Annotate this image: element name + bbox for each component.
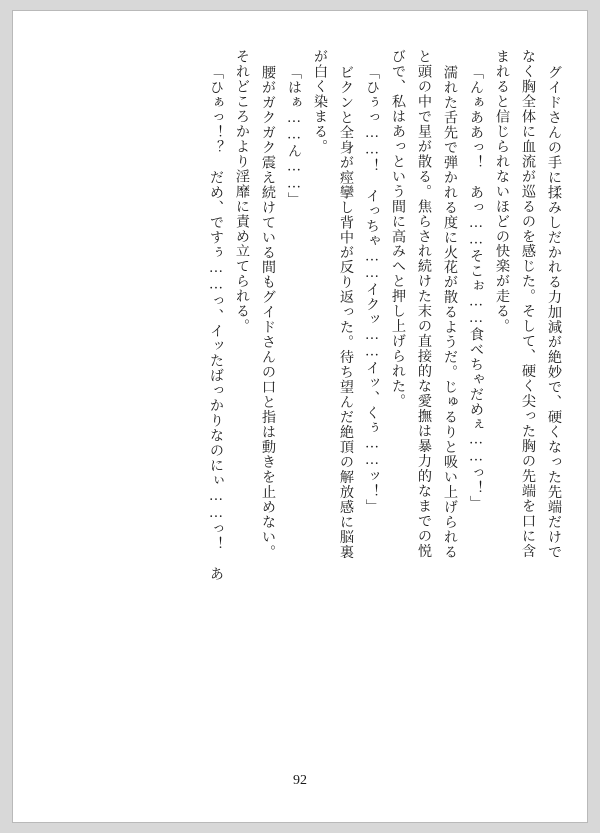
text-column: びで、私はあっという間に高みへと押し上げられた。 (390, 49, 406, 409)
text-column: 「ひぁっ！？ だめ、ですぅ……っ、イッたばっかりなのにぃ……っ！ あ (208, 65, 224, 582)
text-column: それどころかより淫靡に責め立てられる。 (234, 49, 250, 334)
text-column: が白く染まる。 (312, 49, 328, 154)
page-number: 92 (293, 773, 307, 788)
text-column: なく胸全体に血流が巡るのを感じた。そして、硬く尖った胸の先端を口に含 (520, 49, 536, 559)
text-column: グイドさんの手に揉みしだかれる力加減が絶妙で、硬くなった先端だけで (546, 65, 562, 560)
text-column: 「んぁああっ！ あっ……そこぉ……食べちゃだめぇ……っ！」 (468, 65, 484, 511)
text-column: と頭の中で星が散る。焦らされ続けた末の直接的な愛撫は暴力的なまでの悦 (416, 49, 432, 559)
text-column: ビクンと全身が痙攣し背中が反り返った。待ち望んだ絶頂の解放感に脳裏 (338, 65, 354, 560)
text-column: 腰がガクガク震え続けている間もグイドさんの口と指は動きを止めない。 (260, 65, 276, 560)
text-column: 濡れた舌先で弾かれる度に火花が散るようだ。じゅるりと吸い上げられる (442, 65, 458, 560)
text-column: まれると信じられないほどの快楽が走る。 (494, 49, 510, 334)
vertical-text-body (41, 49, 561, 739)
document-page (12, 10, 588, 823)
text-column: 「ひぅっ……！ イっちゃ……イクッ……イッ、くぅ……ッ！」 (364, 65, 380, 514)
text-column: 「はぁ……ん……」 (286, 65, 302, 208)
